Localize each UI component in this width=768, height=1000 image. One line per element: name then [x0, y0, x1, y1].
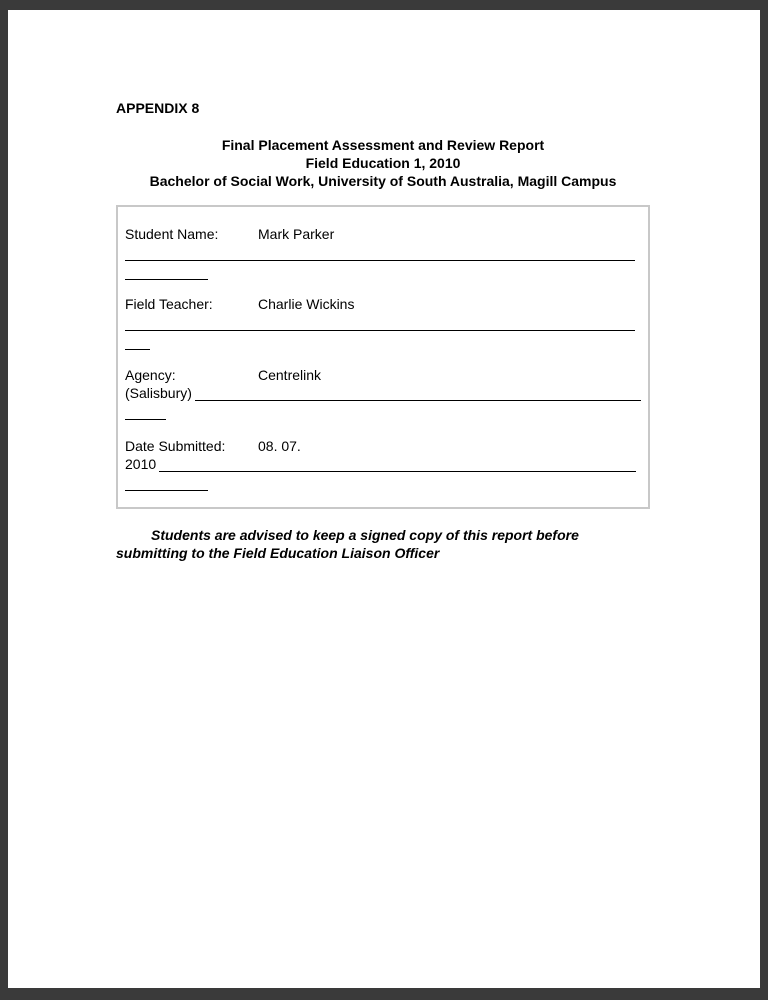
field-teacher-label: Field Teacher:	[125, 296, 213, 312]
date-submitted-continuation: 2010	[125, 456, 157, 472]
report-program: Bachelor of Social Work, University of South Australia, Magill Campus	[149, 173, 617, 189]
student-name-label: Student Name:	[125, 226, 219, 242]
advisory-note-line1: Students are advised to keep a signed copy of this report before	[151, 527, 579, 543]
student-name-line	[125, 260, 635, 261]
agency-value: Centrelink	[258, 367, 322, 383]
student-info-box	[116, 205, 650, 509]
field-teacher-line-cont	[125, 349, 150, 350]
report-titles	[116, 136, 650, 190]
advisory-note	[116, 526, 656, 562]
report-title: Final Placement Assessment and Review Report	[221, 137, 545, 153]
advisory-note-line2: submitting to the Field Education Liaison Officer	[116, 545, 440, 561]
document-page	[8, 10, 760, 988]
student-name-value: Mark Parker	[258, 226, 335, 242]
appendix-heading: APPENDIX 8	[116, 100, 200, 116]
date-submitted-line	[159, 471, 636, 472]
agency-continuation: (Salisbury)	[125, 385, 192, 401]
date-submitted-value: 08. 07.	[258, 438, 301, 454]
field-teacher-value: Charlie Wickins	[258, 296, 355, 312]
agency-line	[195, 400, 641, 401]
student-name-line-cont	[125, 279, 208, 280]
agency-label: Agency:	[125, 367, 176, 383]
field-teacher-line	[125, 330, 635, 331]
date-submitted-label: Date Submitted:	[125, 438, 226, 454]
report-subtitle: Field Education 1, 2010	[305, 155, 461, 171]
date-submitted-line-cont	[125, 490, 208, 491]
agency-line-cont	[125, 419, 166, 420]
